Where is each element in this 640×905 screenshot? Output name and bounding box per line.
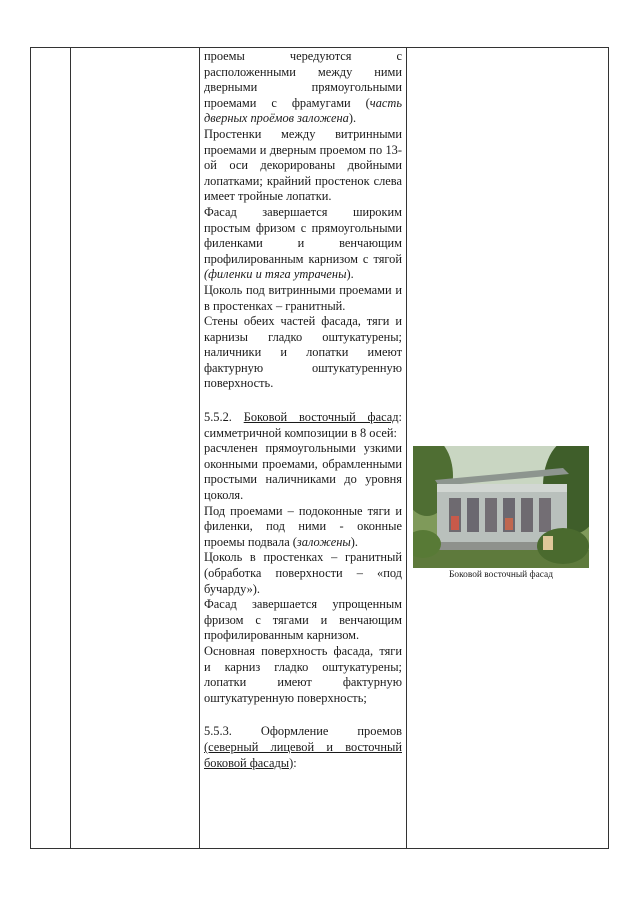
table-column-border [30,47,31,849]
italic-note: часть дверных проёмов заложена [204,95,402,126]
underlined-heading: (северный лицевой и восточный боковой фасады) [204,739,402,770]
paragraph-text: расчленен прямоугольными узкими оконными проемами, обрамленными простыми наличниками до уровня цоколя. [204,441,402,503]
paragraph-text: ). [346,267,354,282]
description-paragraph [204,205,402,283]
description-paragraph [204,127,402,205]
paragraph-gap [204,392,402,410]
paragraph-text: Под проемами – подоконные тяги и филенки, под ними - оконные проемы подвала ( [204,503,402,549]
paragraph-text: Основная поверхность фасада, тяги и карниз гладко оштукатурены; лопатки имеют фактурную оштукатуренную поверхность; [204,643,402,705]
description-paragraph [204,283,402,314]
description-paragraph [204,504,402,551]
paragraph-text: Фасад завершается упрощенным фризом с тягами и венчающим профилированным карнизом. [204,597,402,643]
paragraph-text: Фасад завершается широким простым фризом с прямоугольными филенками и венчающим профилированным карнизом с тягой [204,204,402,266]
table-column-border [406,47,407,849]
description-paragraph [204,410,402,441]
table-bottom-border [30,848,608,849]
description-paragraph [204,314,402,392]
paragraph-text: : симметричной композиции в 8 осей: [204,410,402,440]
paragraph-text: проемы чередуются с расположенными между ними дверными прямоугольными проемами с фрамугами ( [204,49,402,110]
photo-caption: Боковой восточный фасад [449,570,553,580]
paragraph-text: ). [348,111,357,126]
description-paragraph [204,644,402,706]
table-column-border [199,47,200,849]
italic-note: заложены [296,534,351,549]
description-paragraph [204,441,402,503]
paragraph-text: : [293,755,297,770]
underlined-heading: Боковой восточный фасад [243,410,399,425]
table-column-border [70,47,71,849]
table-column-border [608,47,609,849]
paragraph-text: ). [350,534,359,549]
paragraph-text: 5.5.3. Оформление проемов [204,724,402,739]
paragraph-text: 5.5.2. [204,410,244,425]
paragraph-text: Простенки между витринными проемами и дверным проемом по 13-ой оси декорированы двойными лопатками; крайний простенок слева имеет тройные лопатки. [204,126,402,204]
paragraph-text: Цоколь в простенках – гранитный (обработка поверхности – «под бучарду»). [204,550,402,596]
description-paragraph [204,724,402,771]
east-facade-photo [413,446,589,568]
paragraph-text: Стены обеих частей фасада, тяги и карнизы гладко оштукатурены; наличники и лопатки имеют фактурную оштукатуренную поверхность. [204,314,402,391]
facade-description-cell [204,49,402,771]
description-paragraph [204,550,402,597]
description-paragraph [204,49,402,127]
paragraph-gap [204,706,402,724]
table-top-border [30,47,608,48]
description-paragraph [204,597,402,644]
paragraph-text: Цоколь под витринными проемами и в простенках – гранитный. [204,282,402,313]
italic-note: (филенки и тяга утрачены [204,267,347,282]
